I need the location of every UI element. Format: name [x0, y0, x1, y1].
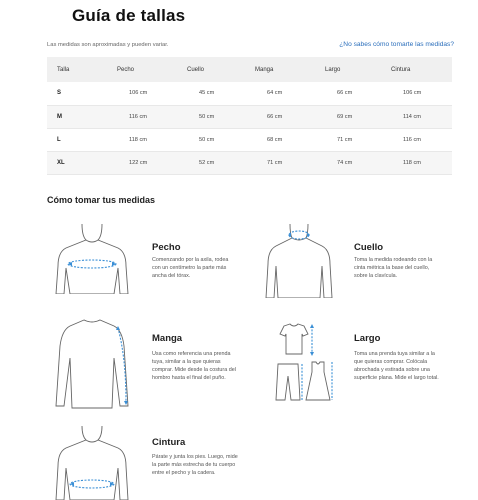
table-cell: 45 cm — [177, 82, 245, 105]
table-cell: 71 cm — [245, 151, 315, 174]
manga-title: Manga — [152, 333, 183, 344]
table-cell: 50 cm — [177, 128, 245, 151]
table-row — [47, 151, 452, 174]
table-cell: XL — [47, 151, 107, 174]
table-cell: 122 cm — [107, 151, 177, 174]
header-manga: Manga — [245, 57, 315, 82]
table-cell: 69 cm — [315, 105, 381, 128]
table-row — [47, 105, 452, 128]
table-cell: 71 cm — [315, 128, 381, 151]
page-title: Guía de tallas — [72, 6, 186, 25]
table-cell: 106 cm — [381, 82, 452, 105]
table-cell: 116 cm — [381, 128, 452, 151]
header-largo: Largo — [315, 57, 381, 82]
waist-measure-illustration — [52, 424, 132, 500]
sleeve-measure-illustration — [52, 318, 132, 410]
header-talla: Talla — [47, 57, 107, 82]
table-cell: 118 cm — [107, 128, 177, 151]
table-cell: 114 cm — [381, 105, 452, 128]
length-measure-illustration — [274, 322, 334, 402]
table-cell: 64 cm — [245, 82, 315, 105]
table-cell: 52 cm — [177, 151, 245, 174]
pecho-title: Pecho — [152, 242, 181, 253]
manga-description: Usa como referencia una prenda tuya, similar a la que quieras comprar. Mide desde la costura del hombro hasta el final del puño. — [152, 351, 236, 382]
table-cell: M — [47, 105, 107, 128]
pecho-description: Comenzando por la axila, rodea con un centímetro la parte más ancha del tórax. — [152, 257, 229, 280]
header-cintura: Cintura — [381, 57, 452, 82]
table-cell: 68 cm — [245, 128, 315, 151]
header-cuello: Cuello — [177, 57, 245, 82]
cintura-description: Párate y junta los pies. Luego, mide la parte más estrecha de tu cuerpo entre el pecho y la cadera. — [152, 454, 238, 477]
table-row — [47, 82, 452, 105]
header-pecho: Pecho — [107, 57, 177, 82]
largo-title: Largo — [354, 333, 381, 344]
table-row — [47, 128, 452, 151]
table-header-row — [47, 57, 452, 82]
cuello-title: Cuello — [354, 242, 384, 253]
how-to-measure-link[interactable]: ¿No sabes cómo tomarte las medidas? — [339, 41, 454, 48]
neck-measure-illustration — [262, 222, 336, 298]
table-cell: 116 cm — [107, 105, 177, 128]
table-cell: 74 cm — [315, 151, 381, 174]
how-to-measure-title: Cómo tomar tus medidas — [47, 195, 156, 205]
table-cell: 66 cm — [315, 82, 381, 105]
table-cell: 118 cm — [381, 151, 452, 174]
largo-description: Toma una prenda tuya similar a la que quieras comprar. Colócala abrochada y estirada sobre una superficie plana. Mide el largo total. — [354, 351, 439, 382]
table-cell: L — [47, 128, 107, 151]
table-cell: 66 cm — [245, 105, 315, 128]
chest-measure-illustration — [52, 222, 132, 294]
table-cell: 106 cm — [107, 82, 177, 105]
measurement-note: Las medidas son aproximadas y pueden variar. — [47, 42, 169, 48]
table-cell: 50 cm — [177, 105, 245, 128]
cuello-description: Toma la medida rodeando con la cinta métrica la base del cuello, sobre la clavícula. — [354, 257, 433, 280]
cintura-title: Cintura — [152, 437, 186, 448]
size-table — [47, 57, 452, 175]
table-cell: S — [47, 82, 107, 105]
